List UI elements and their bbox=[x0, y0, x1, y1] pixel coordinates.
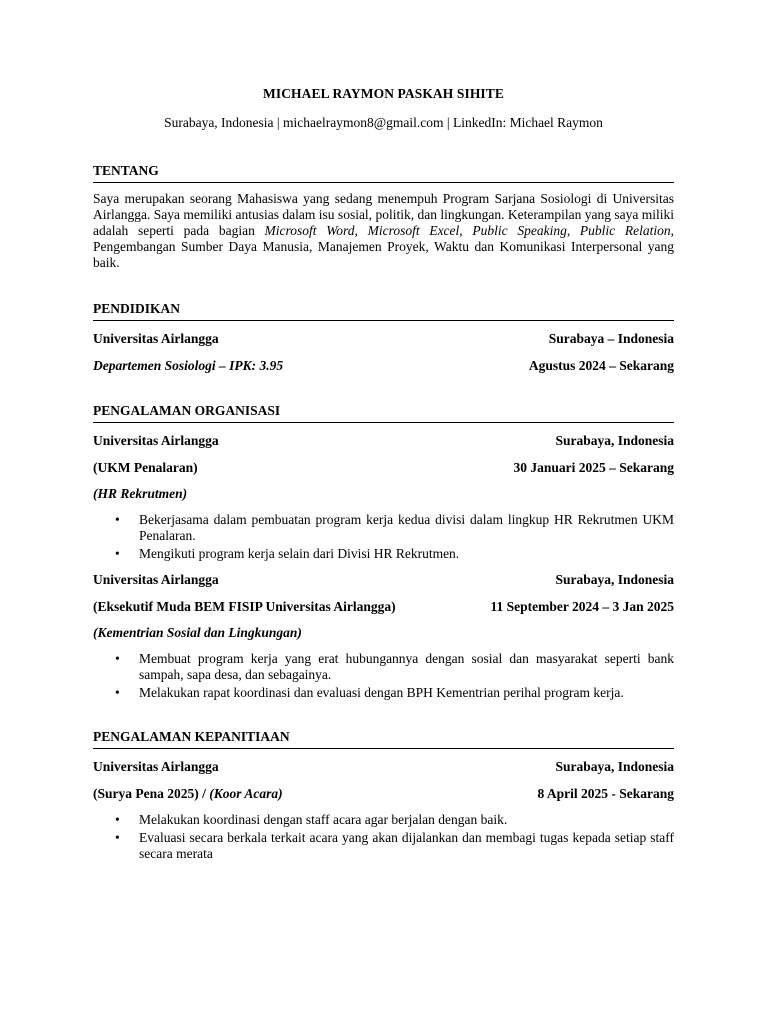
bullet-text: Membuat program kerja yang erat hubungannya dengan sosial dan masyarakat seperti bank sampah, sapa desa, dan sebagainya. bbox=[139, 651, 674, 682]
section-title-tentang: TENTANG bbox=[93, 163, 674, 183]
bullet-text: Bekerjasama dalam pembuatan program kerja kedua divisi dalam lingkup HR Rekrutmen UKM Penalaran. bbox=[139, 512, 674, 543]
org-name: (Eksekutif Muda BEM FISIP Universitas Airlangga) bbox=[93, 599, 396, 614]
education-institution: Universitas Airlangga bbox=[93, 331, 219, 346]
list-item bbox=[93, 512, 674, 544]
org-row-name bbox=[93, 599, 674, 615]
list-item bbox=[93, 830, 674, 862]
committee-location: Surabaya, Indonesia bbox=[555, 759, 674, 774]
about-paragraph bbox=[93, 191, 674, 271]
bullet-text: Melakukan koordinasi dengan staff acara agar berjalan dengan baik. bbox=[139, 812, 508, 827]
list-item bbox=[93, 812, 674, 828]
org-period: 11 September 2024 – 3 Jan 2025 bbox=[490, 599, 674, 614]
about-skills-italic: Microsoft Word, Microsoft Excel, Public Speaking, Public Relation bbox=[264, 223, 671, 238]
organization-entry bbox=[93, 433, 674, 562]
about-text-part-1: Saya merupakan seorang Mahasiswa yang sedang menempuh Program Sarjana Sosiologi di Universitas Airlangga. Saya memiliki antusias dalam isu sosial, politik, dan lingkungan. Keterampilan yang saya miliki adalah seperti pada bagian bbox=[93, 191, 674, 238]
committee-row-institution bbox=[93, 759, 674, 775]
committee-institution: Universitas Airlangga bbox=[93, 759, 219, 774]
org-bullet-list bbox=[93, 512, 674, 562]
bullet-text: Evaluasi secara berkala terkait acara yang akan dijalankan dan membagi tugas kepada setiap staff secara merata bbox=[139, 830, 674, 861]
education-location: Surabaya – Indonesia bbox=[548, 331, 674, 346]
list-item bbox=[93, 546, 674, 562]
org-location: Surabaya, Indonesia bbox=[555, 572, 674, 587]
committee-bullet-list bbox=[93, 812, 674, 862]
organization-entry bbox=[93, 572, 674, 701]
education-row-2 bbox=[93, 358, 674, 374]
bullet-icon: • bbox=[115, 812, 120, 827]
org-institution: Universitas Airlangga bbox=[93, 572, 219, 587]
bullet-text: Melakukan rapat koordinasi dan evaluasi dengan BPH Kementrian perihal program kerja. bbox=[139, 685, 624, 700]
education-program: Departemen Sosiologi – IPK: 3.95 bbox=[93, 358, 284, 373]
org-period: 30 Januari 2025 – Sekarang bbox=[513, 460, 674, 475]
bullet-icon: • bbox=[115, 830, 120, 845]
list-item bbox=[93, 685, 674, 701]
applicant-name: MICHAEL RAYMON PASKAH SIHITE bbox=[263, 86, 504, 101]
committee-event-wrap bbox=[93, 786, 283, 802]
org-location: Surabaya, Indonesia bbox=[555, 433, 674, 448]
committee-period: 8 April 2025 - Sekarang bbox=[537, 786, 674, 801]
section-kepanitiaan bbox=[93, 729, 674, 862]
contact-line: Surabaya, Indonesia | michaelraymon8@gmail.com | LinkedIn: Michael Raymon bbox=[164, 115, 603, 130]
section-organisasi bbox=[93, 403, 674, 701]
section-title-organisasi: PENGALAMAN ORGANISASI bbox=[93, 403, 674, 423]
education-row-1 bbox=[93, 331, 674, 347]
committee-event: (Surya Pena 2025) / bbox=[93, 786, 210, 801]
bullet-icon: • bbox=[115, 546, 120, 561]
org-bullet-list bbox=[93, 651, 674, 701]
org-role: (HR Rekrutmen) bbox=[93, 486, 188, 501]
org-name: (UKM Penalaran) bbox=[93, 460, 198, 475]
org-row-institution bbox=[93, 572, 674, 588]
section-title-kepanitiaan: PENGALAMAN KEPANITIAAN bbox=[93, 729, 674, 749]
section-pendidikan bbox=[93, 301, 674, 374]
bullet-icon: • bbox=[115, 651, 120, 666]
list-item bbox=[93, 651, 674, 683]
section-title-pendidikan: PENDIDIKAN bbox=[93, 301, 674, 321]
org-institution: Universitas Airlangga bbox=[93, 433, 219, 448]
bullet-icon: • bbox=[115, 685, 120, 700]
committee-row-event bbox=[93, 786, 674, 802]
org-row-institution bbox=[93, 433, 674, 449]
section-tentang bbox=[93, 163, 674, 271]
bullet-icon: • bbox=[115, 512, 120, 527]
education-period: Agustus 2024 – Sekarang bbox=[528, 358, 674, 373]
bullet-text: Mengikuti program kerja selain dari Divisi HR Rekrutmen. bbox=[139, 546, 460, 561]
org-row-name bbox=[93, 460, 674, 476]
committee-role: (Koor Acara) bbox=[209, 786, 283, 801]
about-text-part-2: , Pengembangan Sumber Daya Manusia, Manajemen Proyek, Waktu dan Komunikasi Interpersonal yang baik. bbox=[93, 223, 674, 270]
org-role: (Kementrian Sosial dan Lingkungan) bbox=[93, 625, 302, 640]
